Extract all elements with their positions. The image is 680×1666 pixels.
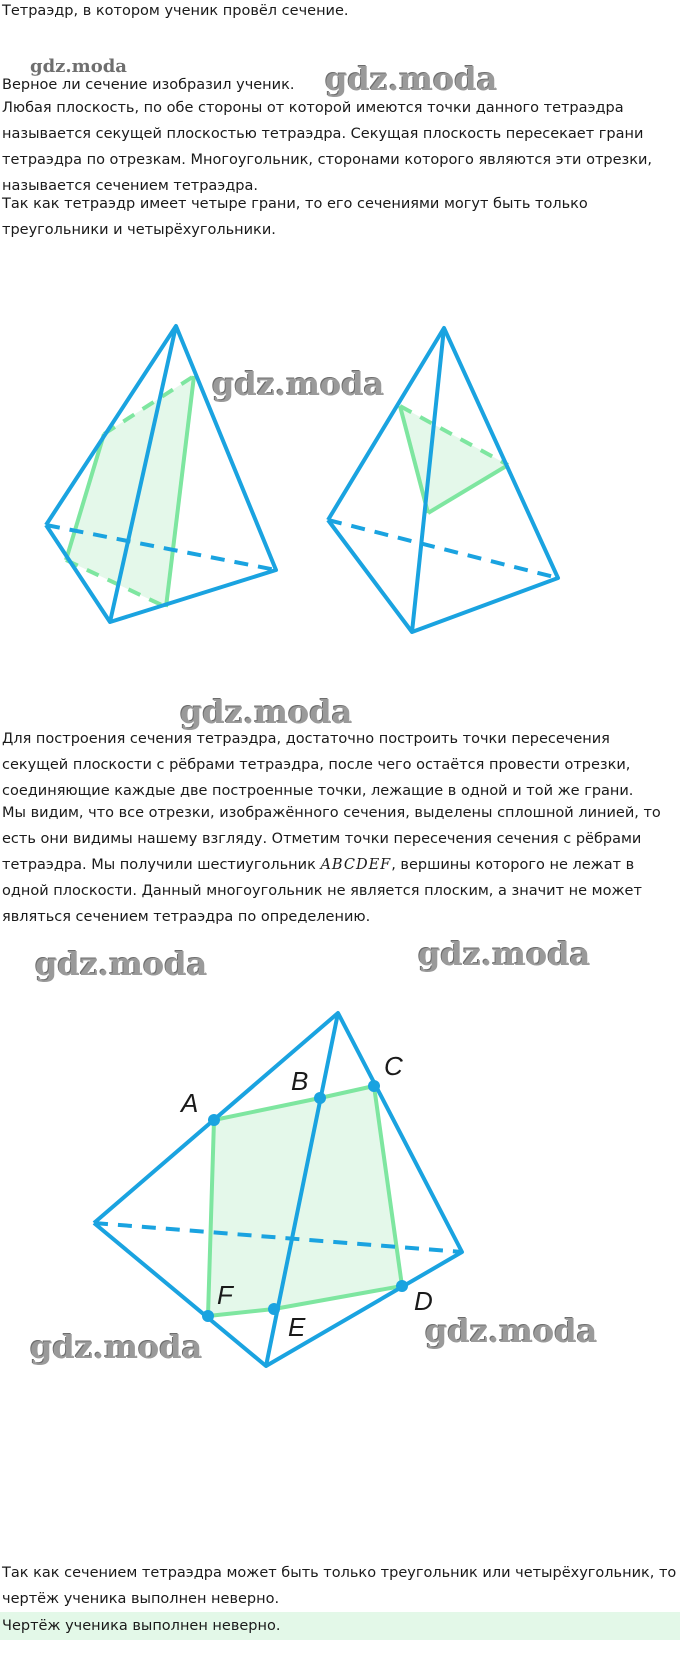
point-c (368, 1080, 380, 1092)
hexagon-fill (208, 1086, 402, 1316)
point-d (396, 1280, 408, 1292)
analysis-text-end: , вершины которого не лежат в одной плоскости. Данный многоугольник не является плоским, а значит не может являться сечением тетраэдра по определению. (2, 857, 642, 925)
point-b (314, 1092, 326, 1104)
label-d: D (414, 1286, 433, 1316)
watermark: gdz.moda (30, 56, 127, 77)
watermark: gdz.moda (30, 1328, 203, 1366)
watermark: gdz.moda (180, 693, 353, 731)
watermark: gdz.moda (418, 935, 591, 973)
point-f (202, 1310, 214, 1322)
definition-text: Любая плоскость, по обе стороны от которой имеются точки данного тетраэдра называется секущей плоскостью тетраэдра. Секущая плоскость пересекает грани тетраэдра по отрезкам. Многоугольник, сторонами которого являются эти отрезки, называется сечением тетраэдра. (2, 100, 653, 194)
answer-box (0, 1612, 680, 1640)
question-text: Верное ли сечение изобразил ученик. (2, 77, 295, 93)
analysis-text (2, 800, 678, 930)
watermark: gdz.moda (425, 1312, 598, 1350)
point-e (268, 1303, 280, 1315)
watermark: gdz.moda (35, 945, 208, 983)
point-a (208, 1114, 220, 1126)
hexagon-name: ABCDEF (320, 857, 392, 873)
answer-text: Чертёж ученика выполнен неверно. (2, 1618, 281, 1634)
watermark: gdz.moda (325, 60, 498, 98)
intro-text: Тетраэдр, в котором ученик провёл сечение. (2, 3, 349, 19)
label-a: A (181, 1088, 199, 1118)
label-f: F (217, 1280, 233, 1310)
construction-text: Для построения сечения тетраэдра, достаточно построить точки пересечения секущей плоскости с рёбрами тетраэдра, после чего остаётся провести отрезки, соединяющие каждые две построенные точки, лежащие в одной и той же грани. (2, 731, 634, 799)
label-e: E (288, 1312, 306, 1342)
faces-text: Так как тетраэдр имеет четыре грани, то его сечениями могут быть только треугольники и четырёхугольники. (2, 196, 588, 238)
label-b: B (291, 1066, 309, 1096)
conclusion-text: Так как сечением тетраэдра может быть только треугольник или четырёхугольник, то чертёж ученика выполнен неверно. (2, 1565, 677, 1607)
student-tetrahedra-figure (0, 300, 680, 660)
analysis-text-start: Мы видим, что все отрезки, изображённого сечения, выделены сплошной линией, то есть они видимы нашему взгляду. Отметим точки пересечения сечения с рёбрами тетраэдра. Мы получили шестиугольник (2, 805, 661, 873)
label-c: C (384, 1051, 403, 1081)
watermark: gdz.moda (212, 365, 385, 403)
